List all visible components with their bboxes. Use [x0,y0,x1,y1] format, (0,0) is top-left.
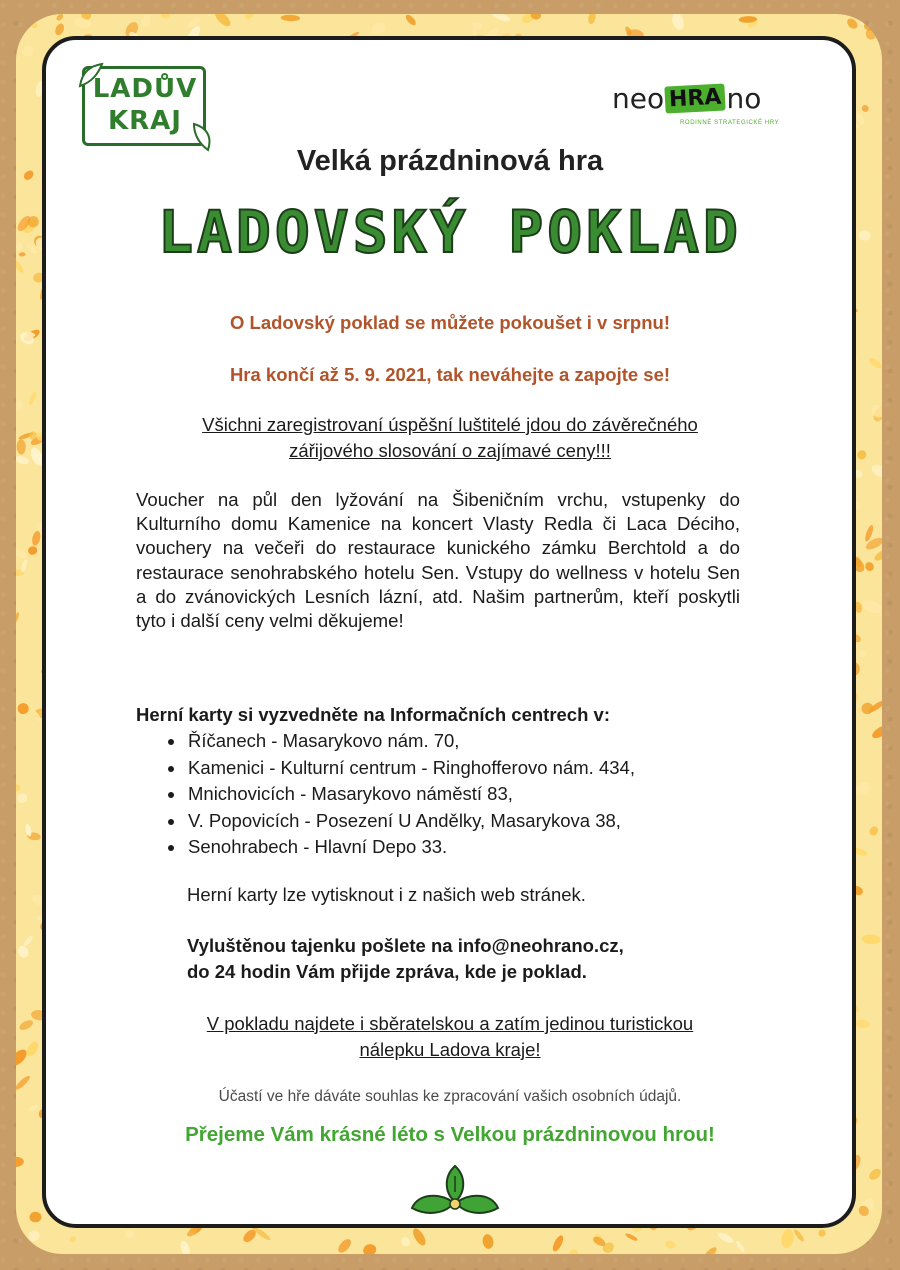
prizes-paragraph: Voucher na půl den lyžování na Šibeničním vrchu, vstupenky do Kulturního domu Kamenice na koncert Vlasty Redla či Laca Déciho, vouchery na večeři do restaurace kunického zámku Berchtold a do restaurace senohrabského hotelu Sen. Vstupy do wellness v hotelu Sen a do zvánovických Lesních lázní, atd. Našim partnerům, kteří poskytli tyto i další ceny velmi děkujeme! [136,489,740,632]
frame-fleck [27,545,38,556]
submit-line-1: Vyluštěnou tajenku pošlete na info@neohrano.cz, [187,935,624,956]
frame-fleck [281,14,301,21]
frame-fleck [336,1237,353,1254]
list-item: • Mnichovicích - Masarykovo náměstí 83, [186,781,635,808]
logo-tagline: RODINNÉ STRATEGICKÉ HRY [680,120,780,126]
frame-fleck [244,14,254,20]
closing-wish: Přejeme Vám krásné léto s Velkou prázdninovou hrou! [185,1123,715,1146]
frame-fleck [399,1235,411,1248]
frame-fleck [861,598,882,616]
frame-fleck [16,1157,24,1168]
frame-fleck [864,560,876,572]
frame-fleck [361,1242,378,1254]
frame-fleck [670,14,686,31]
frame-fleck [404,14,417,27]
logo-suffix: no [726,81,762,115]
submit-line-2: do 24 hodin Vám přijde zpráva, kde je poklad. [187,961,587,982]
frame-fleck [868,825,880,837]
frame-fleck [861,934,881,945]
frame-fleck [179,1240,192,1254]
frame-fleck [870,462,882,480]
info-centres-list [160,728,635,861]
list-item: • V. Popovicích - Posezení U Andělky, Masarykova 38, [186,808,635,835]
draw-notice-line-1: Všichni zaregistrovaní úspěšní luštitelé jdou do závěrečného [202,414,698,435]
frame-fleck [54,22,66,36]
frame-fleck [845,16,859,30]
sticker-line-1: V pokladu najdete i sběratelskou a zatím jedinou turistickou [206,1013,694,1034]
frame-fleck [16,702,30,716]
frame-fleck [780,1228,795,1249]
frame-fleck [16,400,23,411]
frame-fleck [16,547,29,561]
frame-fleck [877,28,882,35]
neohrano-logo [612,80,832,130]
frame-fleck [735,1240,746,1253]
frame-fleck [16,792,29,805]
frame-fleck [161,14,170,18]
frame-fleck [16,944,31,960]
list-item: • Senohrabech - Hlavní Depo 33. [186,834,635,861]
frame-fleck [22,935,34,948]
announcement-end-date: Hra končí až 5. 9. 2021, tak neváhejte a zapojte se! [229,364,671,385]
poster-title: LADOVSKÝ POKLAD [158,198,742,266]
laduv-kraj-logo [76,60,214,152]
frame-fleck [140,14,152,28]
frame-fleck [125,1230,134,1238]
info-centres-heading: Herní karty si vyzvedněte na Informačních centrech v: [136,704,610,725]
logo-line-1: LADŮV [92,74,198,104]
sticker-line-2: nálepku Ladova kraje! [359,1039,541,1060]
frame-fleck [860,104,870,114]
frame-fleck [27,1229,41,1243]
frame-fleck [16,783,21,792]
frame-fleck [69,1235,78,1244]
frame-fleck [491,14,511,23]
frame-fleck [860,701,875,715]
frame-fleck [624,1232,638,1242]
leaf-icon [76,60,106,90]
list-item: • Kamenici - Kulturní centrum - Ringhofferovo nám. 434, [186,755,635,782]
draw-notice-line-2: zářijového slosování o zajímavé ceny!!! [289,440,611,461]
frame-fleck [870,723,882,741]
frame-fleck [253,1226,272,1242]
frame-fleck [702,1245,718,1254]
frame-fleck [664,1239,676,1249]
frame-fleck [370,21,387,35]
print-note: Herní karty lze vytisknout i z našich web stránek. [187,884,586,905]
frame-fleck [551,1234,566,1253]
frame-fleck [793,1228,806,1242]
frame-fleck [569,1249,578,1254]
announcement-august: O Ladovský poklad se můžete pokoušet i v srpnu! [230,312,670,333]
frame-fleck [29,1211,42,1222]
frame-fleck [858,649,868,659]
frame-fleck [16,612,20,625]
frame-fleck [20,44,35,58]
frame-fleck [867,1167,882,1182]
frame-fleck [55,14,64,22]
frame-fleck [213,14,233,29]
logo-highlight: HRA [664,83,726,113]
clover-leaf-icon [408,1162,502,1222]
frame-fleck [28,390,38,405]
logo-prefix: neo [612,81,665,115]
frame-fleck [481,1233,494,1250]
frame-fleck [31,530,42,546]
frame-fleck [411,1226,428,1247]
frame-fleck [716,1231,734,1245]
frame-fleck [28,18,39,29]
logo-line-2: KRAJ [108,106,182,136]
list-item: • Říčanech - Masarykovo nám. 70, [186,728,635,755]
poster-subtitle: Velká prázdninová hra [296,145,604,177]
consent-note: Účastí ve hře dáváte souhlas ke zpracování vašich osobních údajů. [218,1088,682,1105]
frame-fleck [864,524,875,542]
frame-fleck [817,1228,827,1238]
frame-fleck [587,14,597,25]
frame-fleck [873,548,882,563]
